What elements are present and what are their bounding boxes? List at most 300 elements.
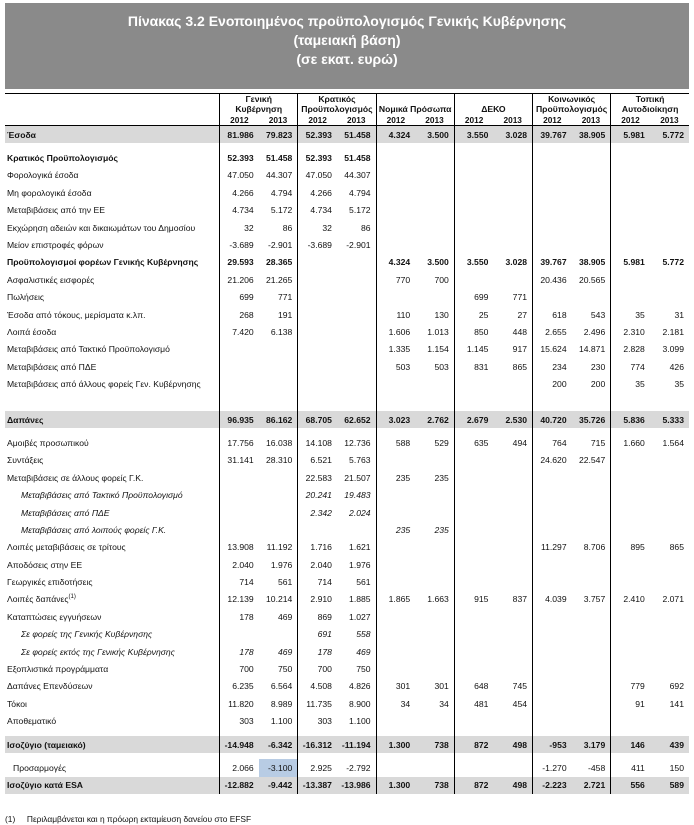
row-label-text: Λοιπά έσοδα	[7, 326, 57, 337]
value-cell: 200	[590, 379, 606, 390]
value-cell: -2.792	[346, 762, 371, 773]
value-cell: 3.550	[454, 254, 493, 271]
table-row	[5, 504, 689, 521]
value-cell: 700	[220, 660, 259, 677]
value-cell: 872	[454, 736, 493, 753]
value-cell: 44.307	[266, 170, 293, 181]
header-group: Τοπική Αυτοδιοίκηση	[611, 94, 689, 115]
value-cell	[298, 306, 337, 323]
value-cell: 51.458	[337, 126, 376, 144]
value-cell	[611, 469, 650, 486]
value-cell: 2.310	[611, 323, 650, 340]
value-cell	[298, 271, 337, 288]
value-cell	[572, 167, 611, 184]
value-cell: 699	[220, 289, 259, 306]
table-row	[5, 678, 689, 695]
value-cell	[493, 452, 532, 469]
header-year: 2012	[533, 114, 572, 126]
value-cell: 14.871	[578, 344, 606, 355]
value-cell	[611, 289, 650, 306]
value-cell: 5.836	[611, 411, 650, 428]
value-cell	[533, 184, 572, 201]
value-cell	[650, 643, 689, 660]
row-label	[5, 486, 220, 503]
value-cell	[572, 289, 611, 306]
value-cell	[533, 167, 572, 184]
value-cell: 11.192	[266, 542, 293, 553]
row-label-text: Ασφαλιστικές εισφορές	[7, 274, 95, 285]
value-cell	[376, 393, 415, 411]
value-cell	[376, 539, 415, 556]
value-cell: 91	[611, 695, 650, 712]
row-label	[5, 556, 220, 573]
value-cell: 4.324	[376, 254, 415, 271]
value-cell: 618	[533, 306, 572, 323]
value-cell: 17.756	[220, 434, 259, 451]
value-cell	[415, 759, 454, 776]
value-cell: 2.762	[415, 411, 454, 428]
value-cell	[298, 323, 337, 340]
value-cell	[572, 678, 611, 695]
value-cell: 588	[376, 434, 415, 451]
value-cell	[337, 323, 376, 340]
value-cell	[454, 271, 493, 288]
value-cell	[493, 573, 532, 590]
row-label	[5, 434, 220, 451]
value-cell: -13.387	[298, 777, 337, 794]
value-cell: 2.071	[662, 594, 684, 605]
value-cell	[376, 608, 415, 625]
value-cell: 32	[298, 219, 337, 236]
value-cell	[572, 521, 611, 538]
value-cell: -16.312	[298, 736, 337, 753]
value-cell	[493, 521, 532, 538]
value-cell: 235	[434, 524, 449, 535]
value-cell	[493, 660, 532, 677]
value-cell: 2.181	[662, 326, 684, 337]
value-cell	[376, 626, 415, 643]
row-label-text: Λοιπές μεταβιβάσεις σε τρίτους	[7, 542, 126, 553]
table-row	[5, 626, 689, 643]
value-cell: 47.050	[220, 167, 259, 184]
row-label	[5, 219, 220, 236]
value-cell	[415, 713, 454, 730]
value-cell: 561	[277, 577, 293, 588]
value-cell: 738	[415, 777, 454, 794]
value-cell: 831	[454, 358, 493, 375]
value-cell: 24.620	[533, 452, 572, 469]
value-cell: 498	[493, 777, 532, 794]
value-cell: 21.507	[344, 472, 371, 483]
value-cell: 4.826	[349, 681, 371, 692]
table-row	[5, 539, 689, 556]
value-cell: 47.050	[298, 167, 337, 184]
value-cell	[493, 469, 532, 486]
value-cell: 5.172	[349, 205, 371, 216]
value-cell: 40.720	[533, 411, 572, 428]
value-cell: 52.393	[298, 149, 337, 166]
value-cell	[611, 521, 650, 538]
value-cell: 178	[298, 643, 337, 660]
value-cell	[259, 504, 298, 521]
row-label	[5, 126, 220, 144]
table-row	[5, 149, 689, 166]
table-row	[5, 777, 689, 794]
row-label	[5, 452, 220, 469]
value-cell: 6.564	[270, 681, 293, 692]
value-cell	[298, 393, 337, 411]
row-label-text: Μεταβιβάσεις από άλλους φορείς Γεν. Κυβέρνησης	[7, 379, 201, 390]
row-label-text: Έσοδα	[7, 129, 36, 140]
value-cell	[415, 289, 454, 306]
table-row	[5, 167, 689, 184]
value-cell	[611, 236, 650, 253]
row-label-text: Λοιπές δαπάνες	[7, 594, 69, 605]
table-row	[5, 236, 689, 253]
row-label	[5, 521, 220, 538]
value-cell	[454, 660, 493, 677]
table-row	[5, 695, 689, 712]
value-cell	[454, 626, 493, 643]
value-cell: 700	[298, 660, 337, 677]
value-cell	[259, 486, 298, 503]
row-label	[5, 591, 220, 608]
table-row	[5, 521, 689, 538]
value-cell: 1.606	[376, 323, 415, 340]
value-cell	[337, 341, 376, 358]
row-label-text: Τόκοι	[7, 698, 27, 709]
row-label	[5, 469, 220, 486]
value-cell	[572, 486, 611, 503]
table-row	[5, 643, 689, 660]
header-group: Κοινωνικός Προϋπολογισμός	[533, 94, 611, 115]
value-cell: 8.989	[270, 698, 293, 709]
table-row	[5, 452, 689, 469]
value-cell: 850	[454, 323, 493, 340]
value-cell: 11.735	[298, 695, 337, 712]
header-year: 2012	[611, 114, 650, 126]
value-cell: 52.393	[298, 126, 337, 144]
value-cell: 35	[611, 306, 650, 323]
row-label-text: Μεταβιβάσεις από την ΕΕ	[7, 205, 105, 216]
value-cell: 543	[590, 309, 606, 320]
table-row	[5, 736, 689, 753]
row-label-text: Ισοζύγιο κατά ESA	[7, 780, 84, 791]
row-label	[5, 254, 220, 271]
value-cell	[533, 608, 572, 625]
table-row	[5, 411, 689, 428]
value-cell	[611, 626, 650, 643]
header-year: 2013	[572, 114, 611, 126]
value-cell: 38.905	[578, 257, 606, 268]
value-cell	[259, 341, 298, 358]
table-row	[5, 254, 689, 271]
value-cell	[415, 167, 454, 184]
value-cell: 20.241	[298, 486, 337, 503]
value-cell: 648	[454, 678, 493, 695]
value-cell	[533, 236, 572, 253]
value-cell: 27	[517, 309, 528, 320]
value-cell: 20.565	[578, 274, 606, 285]
row-label	[5, 236, 220, 253]
value-cell	[454, 759, 493, 776]
value-cell	[454, 504, 493, 521]
table-row	[5, 219, 689, 236]
value-cell	[337, 289, 376, 306]
value-cell	[493, 556, 532, 573]
value-cell: -11.194	[337, 736, 376, 753]
value-cell	[572, 393, 611, 411]
value-cell: 235	[376, 469, 415, 486]
value-cell	[259, 375, 298, 392]
row-label	[5, 660, 220, 677]
value-cell: 62.652	[337, 411, 376, 428]
value-cell: 268	[220, 306, 259, 323]
value-cell	[415, 573, 454, 590]
value-cell	[415, 660, 454, 677]
row-label	[5, 643, 220, 660]
table-title: Πίνακας 3.2 Ενοποιημένος προϋπολογισμός Γενικής Κυβέρνησης	[127, 13, 567, 29]
value-cell: 469	[277, 611, 293, 622]
table-row	[5, 434, 689, 451]
value-cell	[533, 393, 572, 411]
value-cell	[650, 236, 689, 253]
value-cell	[533, 202, 572, 219]
value-cell	[493, 184, 532, 201]
value-cell	[572, 608, 611, 625]
value-cell	[220, 358, 259, 375]
value-cell	[650, 556, 689, 573]
value-cell	[415, 626, 454, 643]
value-cell	[611, 393, 650, 411]
row-label-text: Μεταβιβάσεις από ΠΔΕ	[7, 361, 97, 372]
row-label	[5, 736, 220, 753]
header-year: 2012	[220, 114, 259, 126]
value-cell	[454, 643, 493, 660]
value-cell	[220, 341, 259, 358]
value-cell: 110	[376, 306, 415, 323]
header-group: ΔΕΚΟ	[454, 94, 532, 115]
row-label-text: Δαπάνες Επενδύσεων	[7, 681, 93, 692]
value-cell	[220, 393, 259, 411]
value-cell	[376, 556, 415, 573]
value-cell	[337, 358, 376, 375]
value-cell: 22.547	[578, 455, 606, 466]
value-cell	[376, 486, 415, 503]
value-cell	[611, 660, 650, 677]
value-cell	[493, 626, 532, 643]
value-cell	[493, 713, 532, 730]
value-cell	[298, 358, 337, 375]
value-cell: 558	[356, 629, 371, 640]
row-label	[5, 539, 220, 556]
value-cell	[415, 556, 454, 573]
value-cell: 2.496	[583, 326, 606, 337]
value-cell	[572, 202, 611, 219]
row-label	[5, 271, 220, 288]
value-cell	[415, 539, 454, 556]
value-cell: 1.865	[376, 591, 415, 608]
value-cell	[298, 341, 337, 358]
value-cell	[415, 149, 454, 166]
table-subtitle-units: (σε εκατ. ευρώ)	[296, 51, 398, 67]
value-cell: 16.038	[266, 437, 293, 448]
table-row	[5, 393, 689, 411]
value-cell: 895	[611, 539, 650, 556]
value-cell	[454, 469, 493, 486]
row-label	[5, 393, 220, 411]
value-cell	[454, 521, 493, 538]
value-cell: 32	[220, 219, 259, 236]
value-cell: 8.706	[583, 542, 606, 553]
value-cell: 12.736	[344, 437, 371, 448]
row-label-text: Προσαρμογές	[13, 762, 67, 773]
value-cell	[650, 713, 689, 730]
value-cell: 917	[512, 344, 528, 355]
value-cell	[376, 219, 415, 236]
value-cell	[611, 573, 650, 590]
row-label-text: Εξοπλιστικά προγράμματα	[7, 664, 109, 675]
value-cell: 699	[454, 289, 493, 306]
value-cell: 2.342	[298, 504, 337, 521]
value-cell: 4.266	[220, 184, 259, 201]
value-cell: 771	[277, 292, 293, 303]
row-label-text: Μείον επιστροφές φόρων	[7, 240, 104, 251]
value-cell: -14.948	[220, 736, 259, 753]
row-label-text: Φορολογικά έσοδα	[7, 170, 79, 181]
value-cell: 635	[454, 434, 493, 451]
value-cell	[454, 452, 493, 469]
value-cell: 4.266	[298, 184, 337, 201]
value-cell	[493, 149, 532, 166]
row-label-text: Συντάξεις	[7, 455, 44, 466]
value-cell	[376, 289, 415, 306]
value-cell: 34	[376, 695, 415, 712]
value-cell: 146	[611, 736, 650, 753]
value-cell: 29.593	[220, 254, 259, 271]
value-cell: 738	[415, 736, 454, 753]
row-label	[5, 713, 220, 730]
value-cell: 837	[512, 594, 528, 605]
value-cell	[650, 504, 689, 521]
row-label-text: Σε φορείς εκτός της Γενικής Κυβέρνησης	[21, 646, 175, 657]
value-cell: -3.689	[298, 236, 337, 253]
value-cell	[650, 289, 689, 306]
table-subtitle-basis: (ταμειακή βάση)	[293, 32, 401, 48]
value-cell	[259, 393, 298, 411]
value-cell	[376, 149, 415, 166]
value-cell: -2.223	[533, 777, 572, 794]
value-cell: -9.442	[259, 777, 298, 794]
value-cell: 3.179	[572, 736, 611, 753]
value-cell: 2.721	[572, 777, 611, 794]
value-cell: 234	[533, 358, 572, 375]
table-row	[5, 306, 689, 323]
value-cell: 4.508	[298, 678, 337, 695]
value-cell	[611, 643, 650, 660]
value-cell	[220, 521, 259, 538]
value-cell: 2.410	[611, 591, 650, 608]
value-cell: 915	[454, 591, 493, 608]
value-cell: 28.310	[266, 455, 293, 466]
value-cell: 4.794	[270, 187, 293, 198]
row-label	[5, 504, 220, 521]
value-cell: 20.436	[533, 271, 572, 288]
row-label-text: Ισοζύγιο (ταμειακό)	[7, 739, 86, 750]
value-cell: 764	[533, 434, 572, 451]
value-cell	[298, 289, 337, 306]
value-cell: 141	[669, 698, 684, 709]
row-label-text: Πωλήσεις	[7, 292, 45, 303]
value-cell: 3.099	[662, 344, 684, 355]
value-cell: 1.013	[427, 326, 449, 337]
value-cell	[493, 202, 532, 219]
value-cell: 869	[298, 608, 337, 625]
value-cell: 4.324	[376, 126, 415, 144]
value-cell	[220, 626, 259, 643]
value-cell	[454, 486, 493, 503]
value-cell: -953	[533, 736, 572, 753]
value-cell	[454, 539, 493, 556]
table-row	[5, 591, 689, 608]
value-cell: 35.726	[572, 411, 611, 428]
table-row	[5, 608, 689, 625]
table-row	[5, 375, 689, 392]
table-title-box	[5, 3, 689, 89]
value-cell	[454, 713, 493, 730]
value-cell: 200	[533, 375, 572, 392]
value-cell	[493, 643, 532, 660]
value-cell	[415, 393, 454, 411]
value-cell: 3.500	[415, 126, 454, 144]
value-cell	[415, 486, 454, 503]
value-cell: 4.734	[220, 202, 259, 219]
value-cell: 22.583	[298, 469, 337, 486]
value-cell: 745	[512, 681, 528, 692]
value-cell: 21.206	[220, 271, 259, 288]
row-label	[5, 695, 220, 712]
value-cell: 494	[512, 437, 528, 448]
value-cell: 439	[650, 736, 689, 753]
value-cell	[611, 271, 650, 288]
value-cell	[650, 219, 689, 236]
table-row	[5, 289, 689, 306]
value-cell	[415, 236, 454, 253]
value-cell	[572, 660, 611, 677]
row-label-text: Μεταβιβάσεις σε άλλους φορείς Γ.Κ.	[7, 472, 144, 483]
table-row	[5, 573, 689, 590]
value-cell: 86	[361, 222, 371, 233]
value-cell	[415, 608, 454, 625]
value-cell	[415, 184, 454, 201]
value-cell: 3.023	[376, 411, 415, 428]
value-cell	[337, 393, 376, 411]
value-cell: 51.458	[266, 153, 293, 164]
header-year: 2013	[337, 114, 376, 126]
value-cell	[376, 236, 415, 253]
value-cell: 469	[277, 646, 293, 657]
value-cell	[493, 539, 532, 556]
value-cell: -3.100	[259, 759, 298, 776]
value-cell: 1.663	[427, 594, 449, 605]
row-label-text: Μη φορολογικά έσοδα	[7, 187, 92, 198]
value-cell: 96.935	[220, 411, 259, 428]
value-cell	[533, 504, 572, 521]
value-cell	[572, 504, 611, 521]
value-cell	[650, 660, 689, 677]
value-cell	[572, 219, 611, 236]
footnote-text: Περιλαμβάνεται και η πρόωρη εκταμίευση δανείου στο EFSF	[26, 814, 252, 824]
